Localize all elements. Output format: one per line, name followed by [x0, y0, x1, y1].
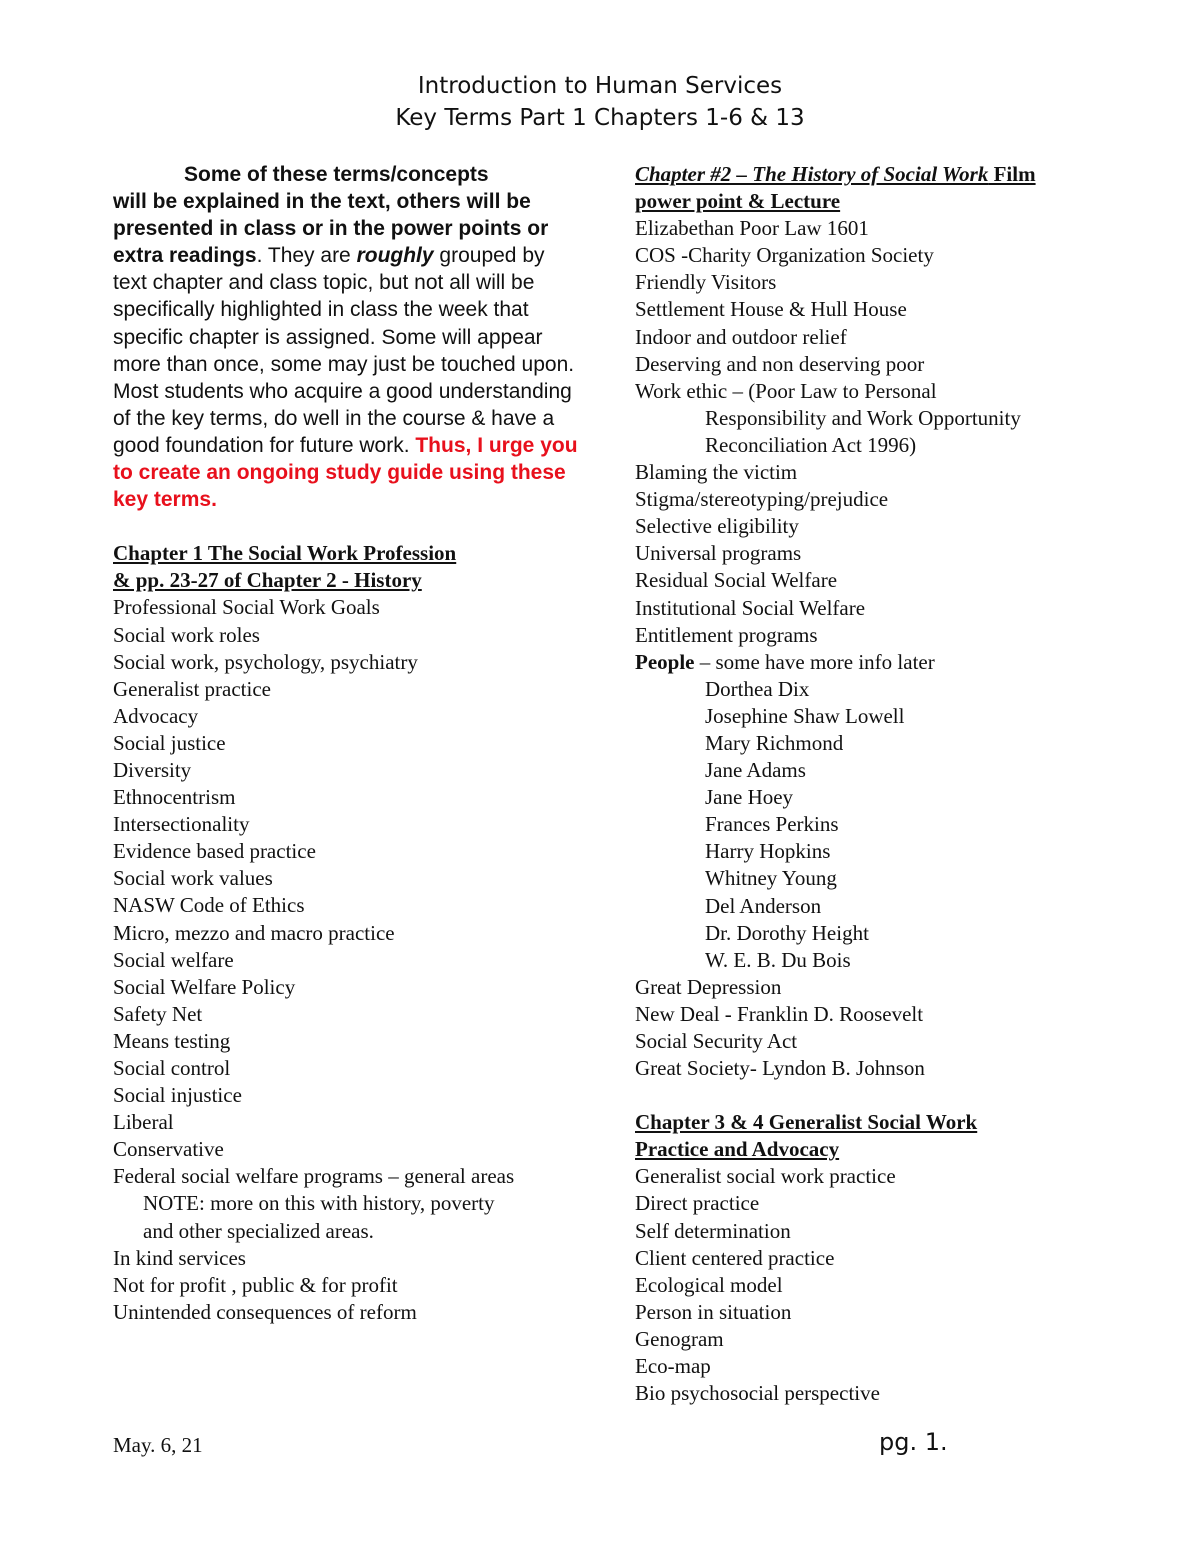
- list-item: Diversity: [113, 757, 192, 782]
- list-item: Stigma/stereotyping/prejudice: [635, 487, 889, 512]
- people-item: Dorthea Dix: [705, 676, 810, 701]
- list-item: Entitlement programs: [635, 622, 818, 647]
- list-item: Genogram: [635, 1326, 724, 1351]
- chapter1-heading-line1: Chapter 1 The Social Work Profession: [113, 541, 457, 566]
- list-item: Generalist practice: [113, 676, 271, 701]
- list-item: Indoor and outdoor relief: [635, 324, 847, 349]
- list-item: NASW Code of Ethics: [113, 893, 305, 918]
- intro-bold-line-1: Some of these terms/concepts: [184, 163, 489, 186]
- list-item: Eco-map: [635, 1354, 711, 1379]
- note-line: and other specialized areas.: [143, 1218, 374, 1243]
- people-item: Jane Hoey: [705, 785, 794, 810]
- list-item: Social injustice: [113, 1083, 242, 1108]
- list-item: Selective eligibility: [635, 514, 799, 539]
- list-item: Social welfare: [113, 947, 234, 972]
- list-item: Deserving and non deserving poor: [635, 351, 925, 376]
- list-item: Work ethic – (Poor Law to Personal: [635, 378, 937, 403]
- document-subtitle: Key Terms Part 1 Chapters 1-6 & 13: [395, 105, 805, 131]
- list-item: Great Society- Lyndon B. Johnson: [635, 1056, 925, 1081]
- chapter2-heading-rest: Film: [988, 162, 1036, 186]
- list-item: Liberal: [113, 1110, 174, 1135]
- list-item: Evidence based practice: [113, 839, 316, 864]
- list-item: Means testing: [113, 1028, 231, 1053]
- page-number: pg. 1.: [879, 1428, 948, 1456]
- chapter34-term-list: [635, 1163, 1105, 1407]
- people-item: Mary Richmond: [705, 730, 844, 755]
- list-item: Institutional Social Welfare: [635, 595, 866, 620]
- list-item-continuation: Reconciliation Act 1996): [705, 432, 917, 457]
- people-item: Jane Adams: [705, 758, 806, 783]
- list-item: Social Security Act: [635, 1029, 798, 1053]
- intro-text-2: grouped by text chapter and class topic, but not all will be specifically highlighted in class the week that specific chapter is assigned. Some will appear more than once, some may just be touched upon. Most students who acquire a good understanding of the key terms, do well in the course & have a good foundation for future work.: [113, 244, 575, 457]
- chapter2-heading-italic: Chapter #2 – The History of Social Work: [635, 162, 989, 186]
- list-item: Social work, psychology, psychiatry: [113, 649, 418, 674]
- left-column: [113, 161, 583, 1326]
- chapter1-heading-line2: & pp. 23-27 of Chapter 2 - History: [113, 568, 422, 593]
- right-column: [635, 161, 1105, 1407]
- list-item: Settlement House & Hull House: [635, 297, 907, 322]
- list-item: COS -Charity Organization Society: [635, 243, 934, 268]
- people-item: Del Anderson: [705, 893, 822, 918]
- list-item: Intersectionality: [113, 812, 250, 837]
- list-item: Social control: [113, 1056, 231, 1080]
- people-item: W. E. B. Du Bois: [705, 947, 851, 972]
- list-item-continuation: Responsibility and Work Opportunity: [705, 405, 1021, 430]
- note-line: NOTE: more on this with history, poverty: [143, 1191, 495, 1216]
- chapter2-term-list: [635, 215, 1105, 1082]
- list-item: Social work values: [113, 866, 273, 891]
- intro-red-callout: Thus, I urge you to create an ongoing study guide using these key terms.: [113, 433, 578, 512]
- chapter1-term-list: [113, 594, 583, 1326]
- list-item: Direct practice: [635, 1191, 760, 1216]
- people-item: Whitney Young: [705, 866, 837, 891]
- people-item: Dr. Dorothy Height: [705, 920, 869, 945]
- list-item: Federal social welfare programs – general areas: [113, 1164, 515, 1189]
- list-item: Residual Social Welfare: [635, 568, 838, 593]
- list-item: Great Depression: [635, 974, 782, 999]
- list-item: Conservative: [113, 1137, 224, 1162]
- list-item: In kind services: [113, 1245, 246, 1270]
- list-item: Social justice: [113, 730, 226, 755]
- people-heading: [635, 649, 1105, 676]
- people-item: Josephine Shaw Lowell: [705, 703, 905, 728]
- list-item: Person in situation: [635, 1299, 792, 1324]
- list-item: Advocacy: [113, 703, 199, 728]
- intro-emphasis: roughly: [356, 244, 434, 268]
- intro-paragraph: [113, 161, 583, 513]
- footer-date: May. 6, 21: [113, 1433, 203, 1457]
- list-item: Bio psychosocial perspective: [635, 1381, 880, 1406]
- chapter34-heading-line2: Practice and Advocacy: [635, 1137, 840, 1162]
- people-item: Harry Hopkins: [705, 839, 831, 864]
- intro-text-1: . They are: [256, 244, 357, 268]
- list-item: Client centered practice: [635, 1245, 835, 1270]
- list-item: Unintended consequences of reform: [113, 1299, 417, 1324]
- list-item: Blaming the victim: [635, 460, 798, 485]
- list-item: Universal programs: [635, 541, 802, 566]
- people-note: – some have more info later: [694, 649, 935, 674]
- list-item: Ecological model: [635, 1272, 783, 1297]
- people-label: People: [635, 649, 695, 674]
- list-item: Friendly Visitors: [635, 270, 777, 295]
- chapter2-heading-line2: power point & Lecture: [635, 189, 841, 214]
- list-item: Social Welfare Policy: [113, 974, 296, 999]
- chapter2-heading-line1: [635, 161, 1105, 188]
- list-item: Elizabethan Poor Law 1601: [635, 216, 869, 241]
- chapter34-heading-line1: Chapter 3 & 4 Generalist Social Work: [635, 1110, 978, 1135]
- list-item: Ethnocentrism: [113, 785, 236, 810]
- intro-bold-text: will be explained in the text, others will be presented in class or in the power points or extra readings: [113, 190, 549, 268]
- list-item: Generalist social work practice: [635, 1164, 896, 1189]
- list-item: Self determination: [635, 1218, 791, 1243]
- list-item: New Deal - Franklin D. Roosevelt: [635, 1001, 924, 1026]
- document-title: Introduction to Human Services: [417, 73, 783, 99]
- list-item: Safety Net: [113, 1001, 203, 1026]
- list-item: Not for profit , public & for profit: [113, 1272, 398, 1297]
- list-item: Micro, mezzo and macro practice: [113, 920, 395, 945]
- list-item: Social work roles: [113, 622, 260, 647]
- people-item: Frances Perkins: [705, 812, 839, 837]
- list-item: Professional Social Work Goals: [113, 595, 380, 620]
